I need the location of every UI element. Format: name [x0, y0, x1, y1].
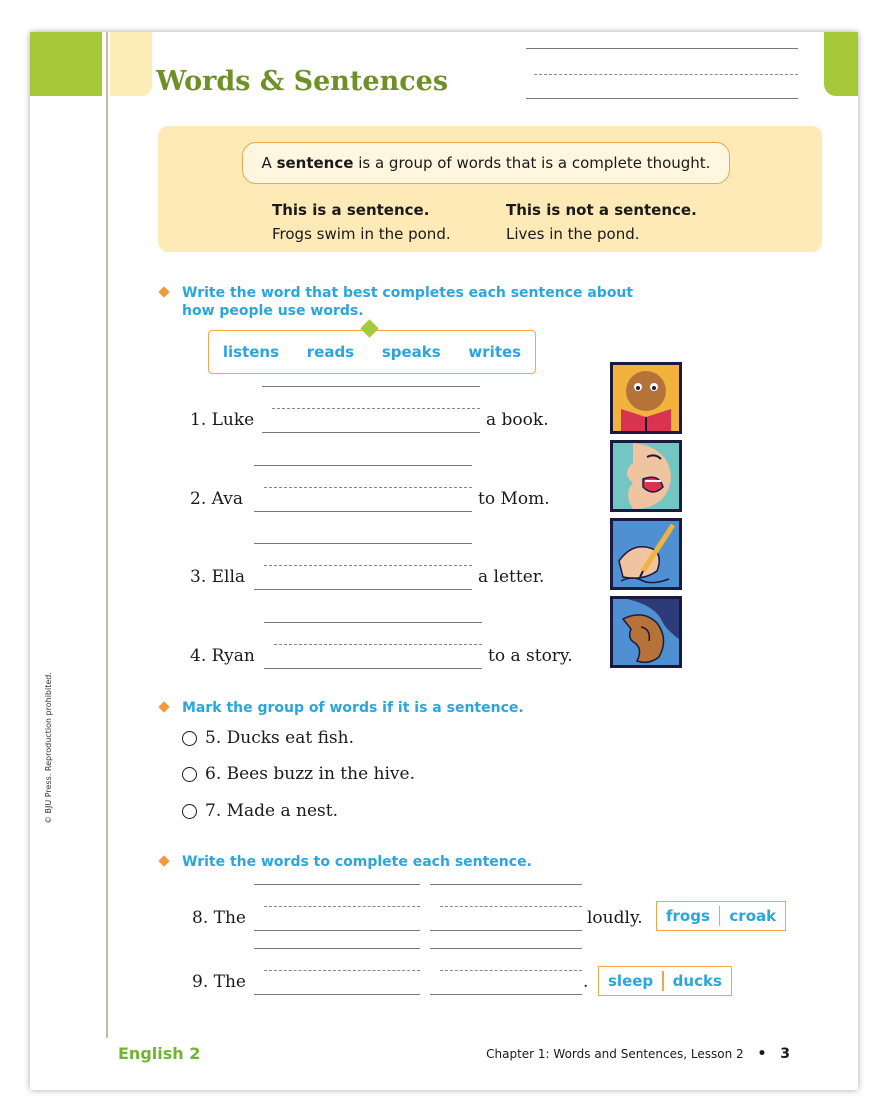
definition-term: sentence: [276, 154, 354, 172]
item-3-label: 3. Ella: [190, 567, 246, 587]
page-title: Words & Sentences: [156, 66, 449, 97]
item-9-after: .: [583, 972, 589, 992]
example-no-text: Lives in the pond.: [506, 225, 640, 243]
answer-circle-icon[interactable]: [182, 767, 197, 782]
section3-instruction-text: Write the words to complete each sentence.: [182, 854, 532, 870]
answer-circle-icon[interactable]: [182, 731, 197, 746]
green-tab-right: [824, 32, 858, 96]
listening-ear-icon: [610, 596, 682, 668]
word-bank-item: writes: [468, 343, 522, 361]
section1-instruction: [160, 284, 633, 320]
item-4-after: to a story.: [488, 646, 573, 666]
example-sentence: [272, 198, 451, 246]
example-not-sentence: [506, 198, 697, 246]
item-8-answer-line-1[interactable]: [254, 884, 420, 932]
writing-hand-icon: [610, 518, 682, 590]
section1-instruction-line1: Write the word that best completes each sentence about: [182, 285, 634, 301]
example-yes-text: Frogs swim in the pond.: [272, 225, 451, 243]
word-bank-item: frogs: [666, 907, 710, 925]
answer-circle-icon[interactable]: [182, 804, 197, 819]
section3-instruction: [160, 853, 532, 871]
choice-5-text: 5. Ducks eat fish.: [205, 728, 354, 748]
definition-box: [158, 126, 822, 252]
word-bank-item: sleep: [608, 972, 654, 990]
item-9-answer-line-2[interactable]: [430, 948, 582, 996]
worksheet-page: [30, 32, 858, 1090]
item-1-label: 1. Luke: [190, 410, 255, 430]
item-2-after: to Mom.: [478, 489, 550, 509]
item-4-answer-line[interactable]: [264, 622, 482, 670]
speaking-face-icon: [610, 440, 682, 512]
cream-tab: [110, 32, 152, 96]
choice-6-text: 6. Bees buzz in the hive.: [205, 764, 416, 784]
section1-instruction-line2: how people use words.: [182, 303, 364, 319]
definition-prefix: A: [261, 154, 277, 172]
item-9-answer-line-1[interactable]: [254, 948, 420, 996]
definition-suffix: is a group of words that is a complete thought.: [353, 154, 711, 172]
reading-face-icon: [610, 362, 682, 434]
word-bank-item: croak: [729, 907, 777, 925]
section2-instruction-text: Mark the group of words if it is a sentence.: [182, 700, 524, 716]
choice-6[interactable]: [182, 764, 415, 784]
item-1-after: a book.: [486, 410, 549, 430]
word-bank-item: speaks: [381, 343, 441, 361]
choice-5[interactable]: [182, 728, 354, 748]
item-3-answer-line[interactable]: [254, 543, 472, 591]
item-8-word-bank: [656, 901, 786, 931]
word-bank-item: reads: [306, 343, 355, 361]
item-2-answer-line[interactable]: [254, 465, 472, 513]
page-number: 3: [780, 1046, 790, 1062]
word-bank-item: listens: [222, 343, 280, 361]
item-2-label: 2. Ava: [190, 489, 243, 509]
example-yes-heading: This is a sentence.: [272, 201, 430, 219]
footer-chapter-info: [486, 1046, 790, 1062]
word-bank: [208, 330, 536, 374]
item-9-word-bank: [598, 966, 732, 996]
item-8-answer-line-2[interactable]: [430, 884, 582, 932]
green-tab-left: [30, 32, 102, 96]
item-4-label: 4. Ryan: [190, 646, 255, 666]
item-9-label: 9. The: [192, 972, 246, 992]
copyright-notice: © BJU Press. Reproduction prohibited.: [44, 672, 53, 824]
name-writing-lines[interactable]: [526, 46, 798, 100]
footer-chapter: Chapter 1: Words and Sentences, Lesson 2: [486, 1047, 744, 1061]
footer-course-name: English 2: [118, 1044, 201, 1063]
item-3-after: a letter.: [478, 567, 545, 587]
choice-7-text: 7. Made a nest.: [205, 801, 339, 821]
definition-pill: [242, 142, 730, 184]
choice-7[interactable]: [182, 801, 338, 821]
item-8-label: 8. The: [192, 908, 246, 928]
green-diamond-icon: [360, 319, 378, 337]
item-8-after: loudly.: [587, 908, 643, 928]
example-no-heading: This is not a sentence.: [506, 201, 697, 219]
item-1-answer-line[interactable]: [262, 386, 480, 434]
section2-instruction: [160, 699, 524, 717]
footer-bullet: •: [757, 1046, 767, 1062]
word-bank-item: ducks: [672, 972, 722, 990]
margin-line: [106, 32, 108, 1038]
